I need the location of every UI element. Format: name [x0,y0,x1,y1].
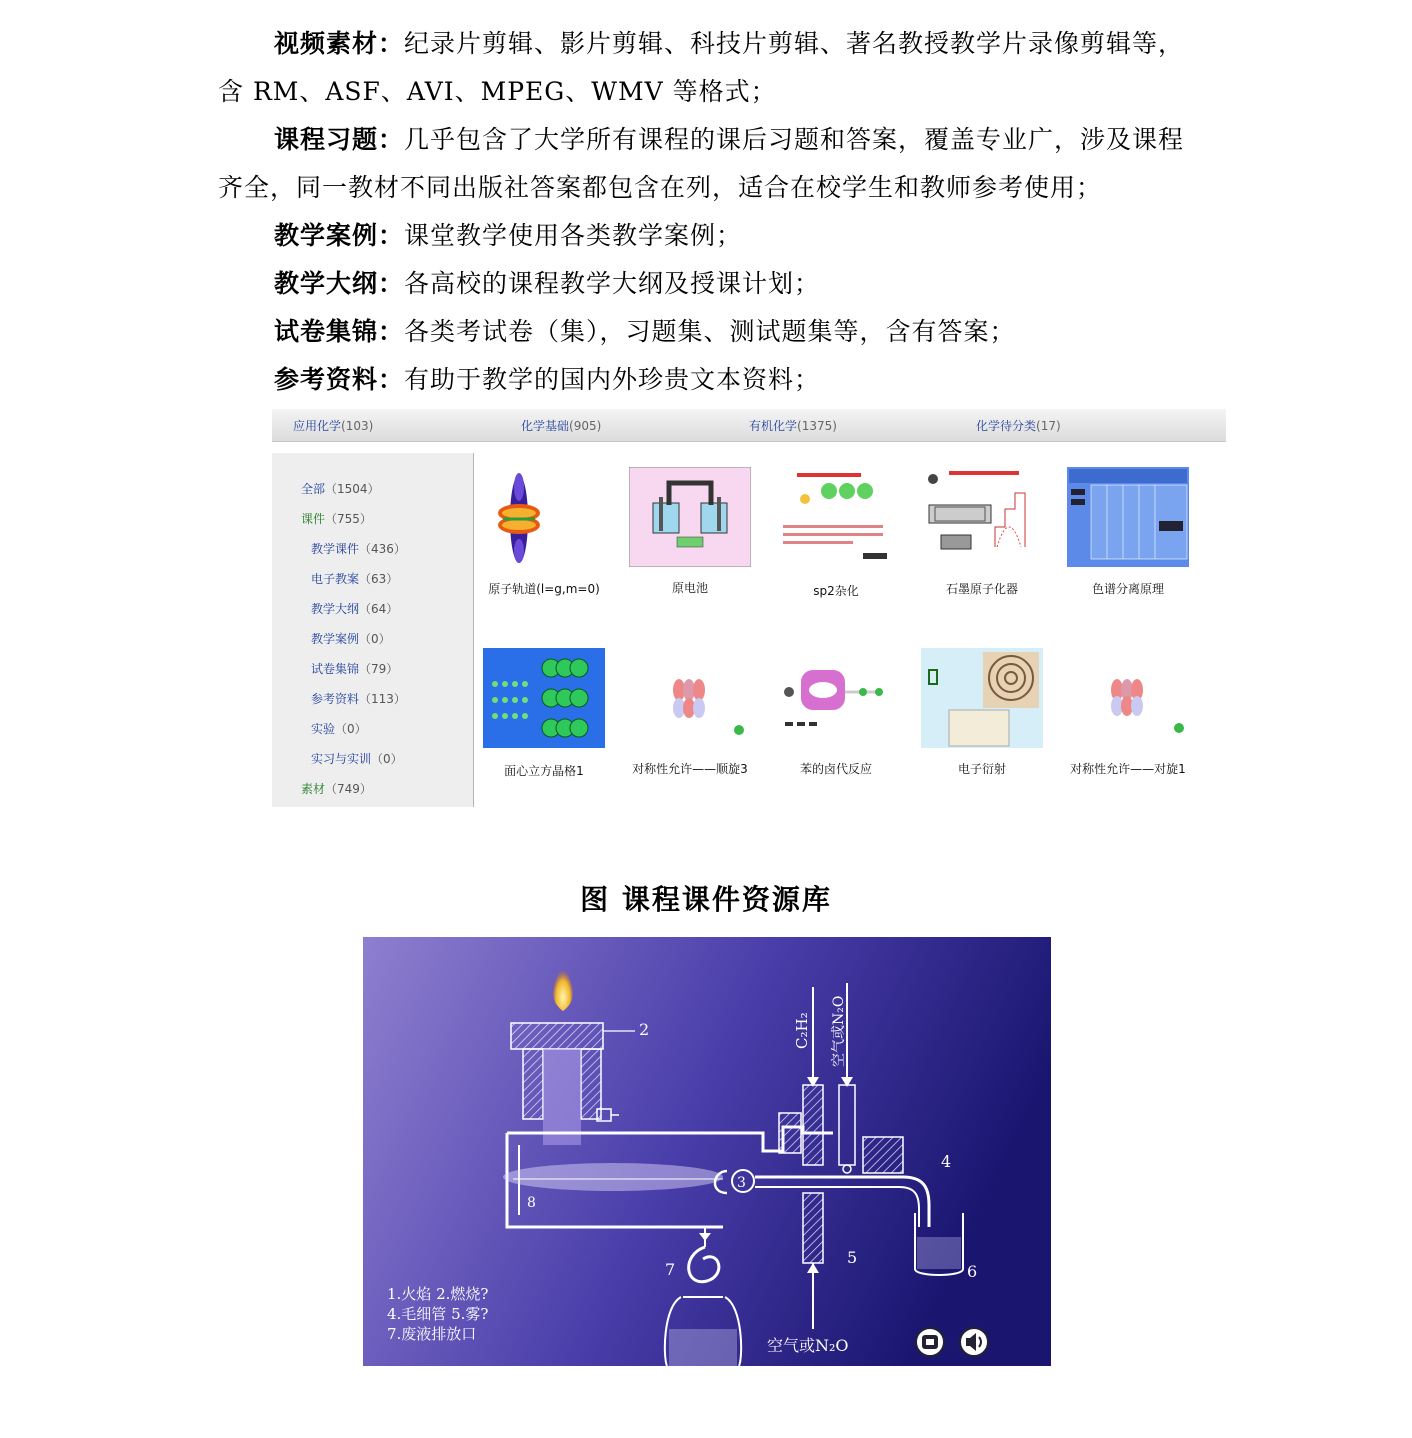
sidebar-item-experiments[interactable]: 实验（0） [311,722,367,736]
paragraph-label: 课程习题： [274,125,405,154]
label-8: 8 [527,1195,536,1211]
figure-caption: 图 课程课件资源库 [580,883,832,916]
legend-line: 4.毛细管 5.雾? [387,1305,489,1323]
item-title[interactable]: 石墨原子化器 [945,582,1018,596]
paragraph-label: 视频素材： [274,29,405,58]
paragraph-text: 几乎包含了大学所有课程的课后习题和答案，覆盖专业广，涉及课程齐全，同一教材不同出版社答案都包含在列，适合在校学生和教师参考使用； [218,125,1185,202]
paragraph-text: 有助于教学的国内外珍贵文本资料； [404,365,821,394]
label-2: 2 [639,1020,650,1039]
resource-sidebar [272,453,474,807]
tab-organic-chemistry[interactable]: 有机化学(1375) [749,419,837,433]
label-air-top: 空气或N₂O [831,995,847,1067]
thumb-graphite-atomizer[interactable] [921,467,1043,567]
paragraph-video-material [218,20,1208,116]
category-tabs [272,409,1226,442]
thumb-benzene-halogenation[interactable] [775,648,897,748]
paragraph-label: 教学大纲： [274,269,405,298]
thumb-disrotatory[interactable] [1067,648,1189,748]
paragraph-teaching-cases [218,212,1208,260]
item-title[interactable]: sp2杂化 [813,584,859,598]
item-title[interactable]: 面心立方晶格1 [504,764,584,778]
item-title[interactable]: 原子轨道(l=g,m=0) [488,582,600,596]
sidebar-item-syllabus[interactable]: 教学大纲（64） [311,602,399,616]
label-6: 6 [967,1262,978,1281]
sidebar-item-courseware[interactable]: 课件（755） [301,512,372,526]
legend-line: 1.火焰 2.燃烧? [387,1285,489,1303]
sidebar-item-lesson-plans[interactable]: 电子教案（63） [311,572,399,586]
sidebar-item-references[interactable]: 参考资料（113） [311,692,406,706]
speaker-icon [960,1328,988,1356]
paragraph-label: 试卷集锦： [274,317,405,346]
sidebar-item-all[interactable]: 全部（1504） [301,482,380,496]
paragraph-exam-papers [218,308,1208,356]
sidebar-item-materials[interactable]: 素材（749） [301,782,372,796]
paragraph-text: 纪录片剪辑、影片剪辑、科技片剪辑、著名教授教学片录像剪辑等，含 RM、ASF、AVI、MPEG、WMV 等格式； [218,29,1185,106]
label-3: 3 [737,1175,746,1191]
label-4: 4 [941,1152,952,1171]
paragraph-syllabus [218,260,1208,308]
thumb-chromatography[interactable] [1067,467,1189,567]
label-7: 7 [665,1260,676,1279]
legend-line: 7.废液排放口 [387,1325,477,1343]
paragraph-course-exercises [218,116,1208,212]
resource-grid [475,453,1226,807]
sidebar-item-teaching-courseware[interactable]: 教学课件（436） [311,542,406,556]
sidebar-item-internship[interactable]: 实习与实训（0） [311,752,403,766]
paragraph-label: 教学案例： [274,221,405,250]
paragraph-text: 各高校的课程教学大纲及授课计划； [404,269,821,298]
replay-icon [916,1328,944,1356]
thumb-galvanic-cell[interactable] [629,467,751,567]
tab-chemistry-unclassified[interactable]: 化学待分类(17) [976,419,1061,433]
thumb-sp2-hybridization[interactable] [775,467,897,567]
paragraph-label: 参考资料： [274,365,405,394]
label-5: 5 [847,1248,858,1267]
paragraph-references [218,356,1208,404]
item-title[interactable]: 原电池 [671,581,708,595]
item-title[interactable]: 对称性允许——顺旋3 [632,762,748,776]
item-title[interactable]: 电子衍射 [957,762,1006,776]
thumb-electron-diffraction[interactable] [921,648,1043,748]
item-title[interactable]: 对称性允许——对旋1 [1070,762,1186,776]
item-title[interactable]: 色谱分离原理 [1091,582,1164,596]
paragraph-text: 课堂教学使用各类教学案例； [404,221,743,250]
sidebar-item-teaching-cases[interactable]: 教学案例（0） [311,632,391,646]
thumb-fcc-lattice[interactable] [483,648,605,748]
item-title[interactable]: 苯的卤代反应 [799,762,872,776]
flame-atomizer-diagram [363,937,1051,1366]
paragraph-text: 各类考试卷（集），习题集、测试题集等，含有答案； [404,317,1016,346]
courseware-library-screenshot [272,409,1226,807]
sidebar-item-exam-papers[interactable]: 试卷集锦（79） [311,662,399,676]
tab-applied-chemistry[interactable]: 应用化学(103) [293,419,374,433]
thumb-conrotatory[interactable] [629,648,751,748]
tab-chemistry-basics[interactable]: 化学基础(905) [521,419,602,433]
thumb-atomic-orbital[interactable] [483,467,605,567]
label-air-bottom: 空气或N₂O [767,1336,849,1355]
label-c2h2: C₂H₂ [793,1012,811,1049]
